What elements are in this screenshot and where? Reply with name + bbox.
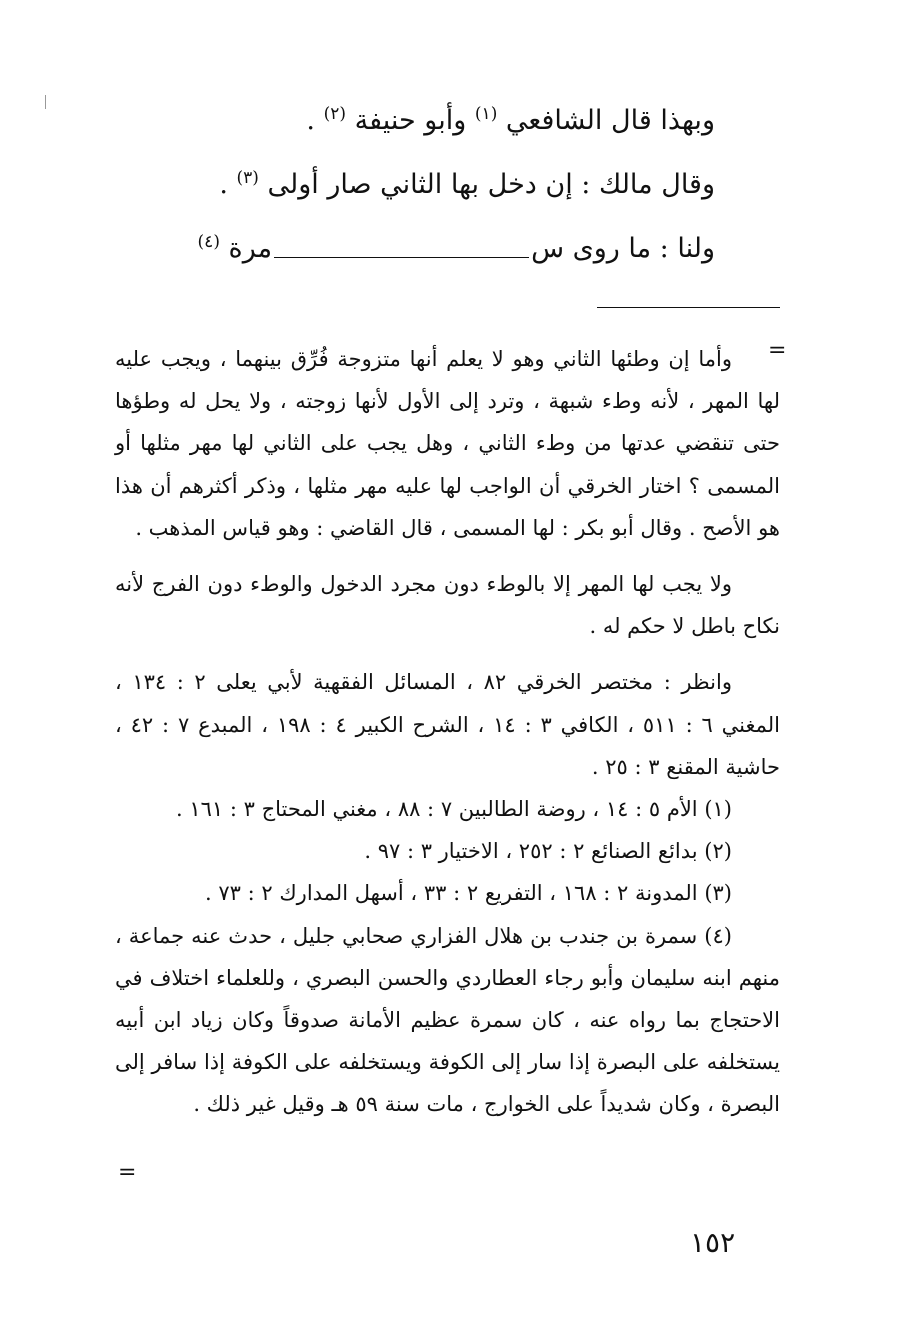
main-text-segment: مرة (228, 233, 273, 264)
note-paragraph: وأما إن وطئها الثاني وهو لا يعلم أنها متزوجة فُرِّق بينهما ، ويجب عليه لها المهر ، لأنه وطء شبهة ، وترد إلى الأول لأنها زوجته ، ولا يحل له وطؤها حتى تنقضي عدتها من وطء الثاني ، وهل يجب على الثاني لها مهر مثلها أو المسمى ؟ اختار الخرقي أن الواجب لها عليه مهر مثلها ، وذكر أكثرهم أن هذا هو الأصح . وقال أبو بكر : لها المسمى ، قال القاضي : وهو قياس المذهب . (115, 347, 780, 540)
page-number: ١٥٢ (690, 1226, 736, 1259)
footnote-2: (٢) بدائع الصنائع ٢ : ٢٥٢ ، الاختيار ٣ : ٩٧ . (364, 839, 732, 864)
main-text (120, 82, 715, 274)
footnote-ref-1: (١) (474, 104, 498, 124)
footnote-ref-2: (٢) (323, 104, 346, 124)
continuation-mark-start: = (768, 338, 787, 363)
note-references: وانظر : مختصر الخرقي ٨٢ ، المسائل الفقهية لأبي يعلى ٢ : ١٣٤ ، المغني ٦ : ٥١١ ، الكافي ٣ : ١٤ ، الشرح الكبير ٤ : ١٩٨ ، المبدع ٧ : ٤٢ ، حاشية المقنع ٣ : ٢٥ . (115, 670, 780, 779)
footnote-ref-4: (٤) (197, 232, 220, 252)
main-text-segment: وقال مالك : إن دخل بها الثاني صار أولى (267, 169, 715, 200)
footnote-3: (٣) المدونة ٢ : ١٦٨ ، التفريع ٢ : ٣٣ ، أسهل المدارك ٢ : ٧٣ . (205, 881, 732, 906)
period: . (219, 169, 228, 200)
main-text-segment: وأبو حنيفة (354, 105, 467, 136)
main-text-segment: ولنا : ما روى س (531, 233, 715, 264)
period: . (306, 105, 315, 136)
footnotes (115, 338, 780, 1126)
spacer (115, 647, 780, 661)
margin-mark (45, 95, 46, 109)
main-line-2 (120, 146, 715, 210)
main-line-3 (120, 210, 715, 274)
footnote-4: (٤) سمرة بن جندب بن هلال الفزاري صحابي جليل ، حدث عنه جماعة ، منهم ابنه سليمان وأبو رجاء العطاردي والحسن البصري ، وللعلماء اختلاف في الاحتجاج بما رواه عنه ، كان سمرة عظيم الأمانة صدوقاً وكان زياد ابن أبيه يستخلفه على البصرة إذا سار إلى الكوفة ويستخلفه على الكوفة إذا سافر إلى البصرة ، وكان شديداً على الخوارج ، مات سنة ٥٩ هـ وقيل غير ذلك . (115, 923, 780, 1117)
main-text-segment: وبهذا قال الشافعي (505, 105, 715, 136)
footnote-separator (597, 307, 780, 308)
footnote-ref-3: (٣) (236, 168, 259, 188)
footnote-1: (١) الأم ٥ : ١٤ ، روضة الطالبين ٧ : ٨٨ ، مغني المحتاج ٣ : ١٦١ . (175, 797, 732, 822)
note-paragraph: ولا يجب لها المهر إلا بالوطء دون مجرد الدخول والوطء دون الفرج لأنه نكاح باطل لا حكم له . (115, 572, 780, 639)
main-line-1 (120, 82, 715, 146)
continuation-mark-end: = (118, 1160, 137, 1185)
spacer (115, 549, 780, 563)
elongation-line (274, 241, 529, 258)
